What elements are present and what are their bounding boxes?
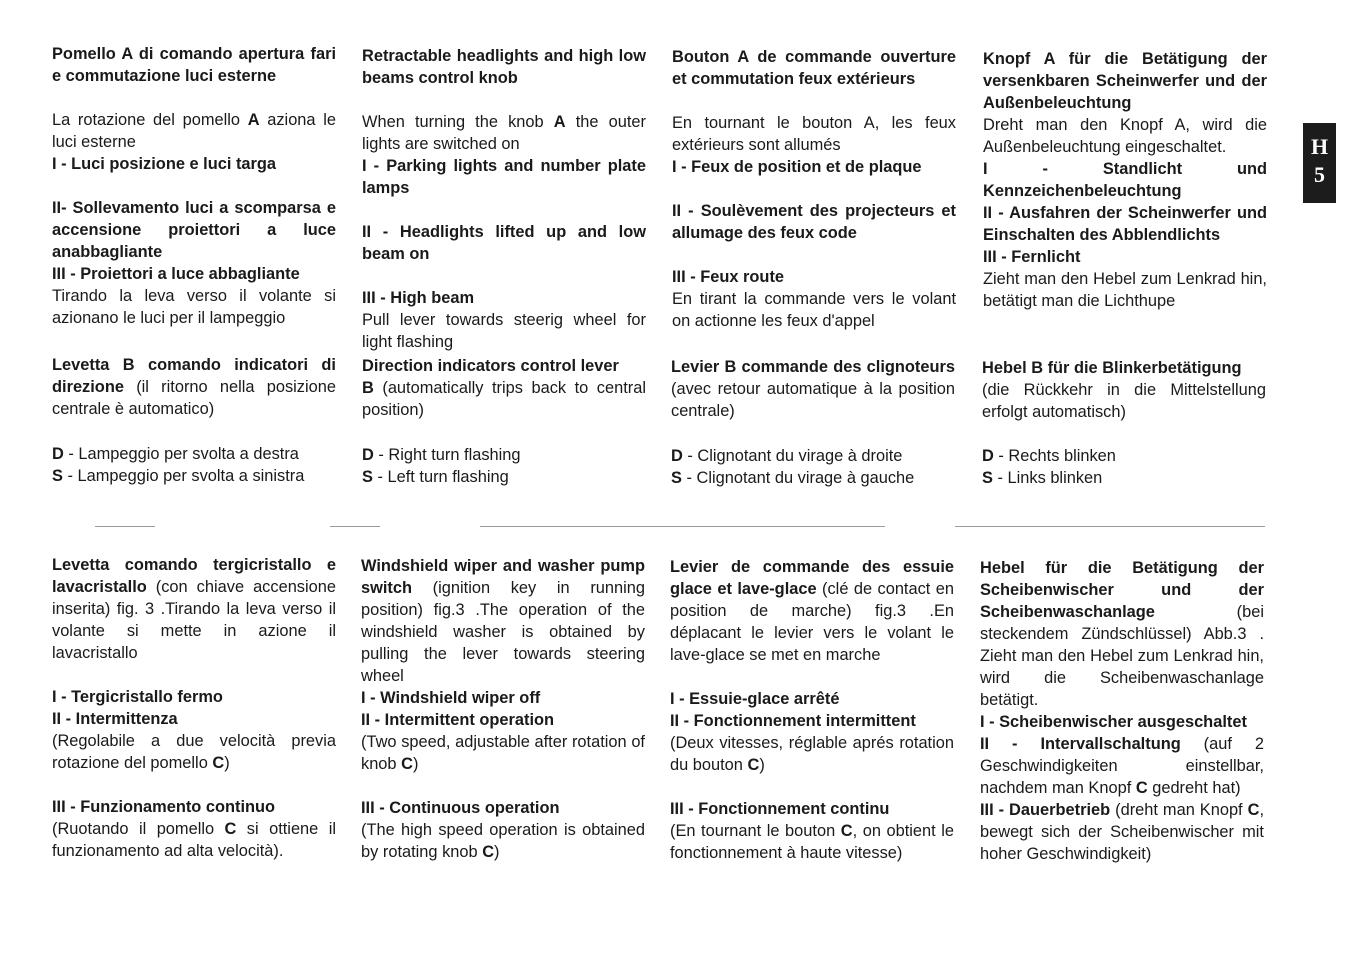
en-position-3: III - High beam bbox=[362, 289, 475, 307]
en-position-2: II - Headlights lifted up and low beam on bbox=[362, 223, 646, 263]
fr-indicator-lever: Levier B commande des clignoteurs (avec retour automatique à la position centrale) bbox=[671, 358, 955, 420]
it-indicator-lever: Levetta B comando indicatori di direzione (il ritorno nella posizione centrale è automatico) bbox=[52, 356, 336, 418]
section-divider-it bbox=[95, 526, 155, 527]
it-wiper-position-1: I - Tergicristallo fermo bbox=[52, 688, 223, 706]
section-divider-en-fr bbox=[480, 526, 885, 527]
column-english-indicators bbox=[362, 355, 646, 421]
en-wiper-position-2-note: (Two speed, adjustable after rotation of knob C) bbox=[361, 733, 645, 773]
en-wiper-position-3-note: (The high speed operation is obtained by rotating knob C) bbox=[361, 821, 645, 861]
fr-position-2: II - Soulèvement des projecteurs et allumage des feux code bbox=[672, 202, 956, 242]
it-wiper-position-2-note: (Regolabile a due velocità previa rotazione del pomello C) bbox=[52, 732, 336, 772]
it-headlight-knob-title: Pomello A di comando apertura fari e commutazione luci esterne bbox=[52, 45, 336, 85]
fr-flash-note: En tirant la commande vers le volant on actionne les feux d'appel bbox=[672, 290, 956, 330]
fr-turn-left: S - Clignotant du virage à gauche bbox=[671, 469, 915, 487]
fr-position-3: III - Feux route bbox=[672, 268, 785, 286]
column-french-wiper bbox=[670, 556, 954, 864]
de-headlight-knob-title: Knopf A für die Betätigung der versenkbaren Scheinwerfer und der Außenbeleuchtung bbox=[983, 50, 1267, 112]
en-turn-left: S - Left turn flashing bbox=[362, 468, 509, 486]
fr-wiper-position-1: I - Essuie-glace arrêté bbox=[670, 690, 840, 708]
fr-position-1: I - Feux de position et de plaque bbox=[672, 158, 922, 176]
de-wiper-position-1: I - Scheibenwischer ausgeschaltet bbox=[980, 713, 1247, 731]
column-italian-wiper bbox=[52, 554, 336, 862]
fr-turn-right: D - Clignotant du virage à droite bbox=[671, 447, 903, 465]
section-tab-number: 5 bbox=[1314, 162, 1325, 187]
fr-wiper-position-2-note: (Deux vitesses, réglable aprés rotation du bouton C) bbox=[670, 734, 954, 774]
en-flash-note: Pull lever towards steerig wheel for light flashing bbox=[362, 311, 646, 351]
de-turn-right: D - Rechts blinken bbox=[982, 447, 1116, 465]
en-wiper-position-2: II - Intermittent operation bbox=[361, 711, 555, 729]
fr-wiper-position-3: III - Fonctionnement continu bbox=[670, 800, 890, 818]
column-italian-indicators bbox=[52, 354, 336, 420]
en-indicator-lever-note: B (automatically trips back to central position) bbox=[362, 379, 646, 419]
column-english-wiper bbox=[361, 555, 645, 863]
fr-wiper-position-2: II - Fonctionnement intermittent bbox=[670, 712, 916, 730]
column-french bbox=[672, 46, 956, 332]
en-turn-right: D - Right turn flashing bbox=[362, 446, 521, 464]
de-indicator-lever-note: (die Rückkehr in die Mittelstellung erfolgt automatisch) bbox=[982, 381, 1266, 421]
en-headlight-knob-intro: When turning the knob A the outer lights are switched on bbox=[362, 113, 646, 153]
it-turn-right: D - Lampeggio per svolta a destra bbox=[52, 445, 299, 463]
it-wiper-position-3: III - Funzionamento continuo bbox=[52, 798, 276, 816]
fr-wiper-position-3-note: (En tournant le bouton C, on obtient le fonctionnement à haute vitesse) bbox=[670, 822, 954, 862]
de-wiper-intro: Hebel für die Betätigung der Scheibenwischer und der Scheibenwaschanlage (bei steckendem Zündschlüssel) Abb.3 . Zieht man den Hebel zum Lenkrad hin, wird die Scheibenwaschanlage betätigt. bbox=[980, 559, 1264, 709]
section-tab bbox=[1303, 123, 1336, 203]
section-tab-letter: H bbox=[1310, 134, 1329, 159]
column-english bbox=[362, 45, 646, 353]
de-headlight-knob-intro: Dreht man den Knopf A, wird die Außenbeleuchtung eingeschaltet. bbox=[983, 116, 1267, 156]
de-position-2: II - Ausfahren der Scheinwerfer und Einschalten des Abblendlichts bbox=[983, 204, 1267, 244]
it-wiper-intro: Levetta comando tergicristallo e lavacristallo (con chiave accensione inserita) fig. 3 .Tirando la leva verso il volante si mette in azione il lavacristallo bbox=[52, 556, 336, 662]
section-divider-en bbox=[330, 526, 380, 527]
column-german bbox=[983, 48, 1267, 312]
column-italian-turns bbox=[52, 443, 336, 487]
it-wiper-position-2: II - Intermittenza bbox=[52, 710, 178, 728]
fr-headlight-knob-intro: En tournant le bouton A, les feux extérieurs sont allumés bbox=[672, 114, 956, 154]
column-french-indicators bbox=[671, 356, 955, 422]
it-position-3: III - Proiettori a luce abbagliante bbox=[52, 265, 300, 283]
en-position-1: I - Parking lights and number plate lamps bbox=[362, 157, 646, 197]
de-wiper-position-3: III - Dauerbetrieb (dreht man Knopf C, bewegt sich der Scheibenwischer mit hoher Geschwindigkeit) bbox=[980, 801, 1264, 863]
en-indicator-lever-title: Direction indicators control lever bbox=[362, 357, 619, 375]
column-italian bbox=[52, 43, 336, 329]
en-wiper-position-1: I - Windshield wiper off bbox=[361, 689, 541, 707]
column-french-turns bbox=[671, 445, 955, 489]
it-wiper-position-3-note: (Ruotando il pomello C si ottiene il funzionamento ad alta velocità). bbox=[52, 820, 337, 860]
column-german-wiper bbox=[980, 557, 1264, 865]
it-position-1: I - Luci posizione e luci targa bbox=[52, 155, 277, 173]
de-flash-note: Zieht man den Hebel zum Lenkrad hin, betätigt man die Lichthupe bbox=[983, 270, 1267, 310]
de-indicator-lever-title: Hebel B für die Blinkerbetätigung bbox=[982, 359, 1242, 377]
de-position-3: III - Fernlicht bbox=[983, 248, 1081, 266]
fr-wiper-intro: Levier de commande des essuie glace et lave-glace (clé de contact en position de marche) fig.3 .En déplacant le levier vers le volant le lave-glace se met en marche bbox=[670, 558, 955, 664]
section-divider-de bbox=[955, 526, 1265, 527]
de-position-1: I - Standlicht und Kennzeichenbeleuchtung bbox=[983, 160, 1267, 200]
it-position-2: II- Sollevamento luci a scomparsa e accensione proiettori a luce anabbagliante bbox=[52, 199, 336, 261]
en-wiper-position-3: III - Continuous operation bbox=[361, 799, 560, 817]
column-german-indicators bbox=[982, 357, 1266, 423]
en-wiper-intro: Windshield wiper and washer pump switch (ignition key in running position) fig.3 .The operation of the windshield washer is obtained by pulling the lever towards steering wheel bbox=[361, 557, 645, 685]
column-german-turns bbox=[982, 445, 1266, 489]
fr-headlight-knob-title: Bouton A de commande ouverture et commutation feux extérieurs bbox=[672, 48, 956, 88]
en-headlight-knob-title: Retractable headlights and high low beams control knob bbox=[362, 47, 646, 87]
it-turn-left: S - Lampeggio per svolta a sinistra bbox=[52, 467, 305, 485]
de-wiper-position-2: II - Intervallschaltung (auf 2 Geschwindigkeiten einstellbar, nachdem man Knopf C gedreht hat) bbox=[980, 735, 1264, 797]
de-turn-left: S - Links blinken bbox=[982, 469, 1103, 487]
column-english-turns bbox=[362, 444, 646, 488]
it-headlight-knob-intro: La rotazione del pomello A aziona le luci esterne bbox=[52, 111, 336, 151]
it-flash-note: Tirando la leva verso il volante si azionano le luci per il lampeggio bbox=[52, 287, 336, 327]
